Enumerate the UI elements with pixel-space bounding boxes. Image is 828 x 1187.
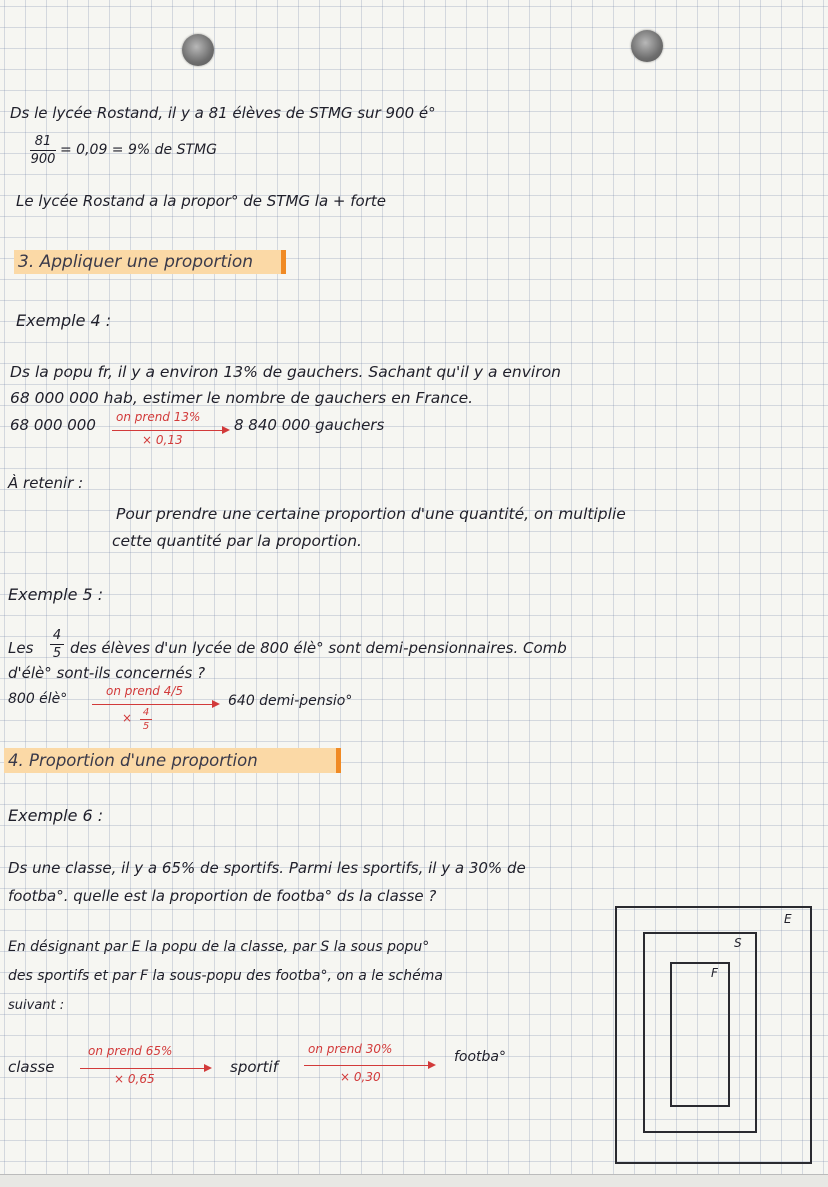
exemple-5-arrow-fraction: 4 5: [140, 707, 152, 732]
punch-hole-right: [631, 30, 663, 62]
flow-node-sportif: sportif: [230, 1058, 279, 1076]
a-retenir-label: À retenir :: [8, 474, 84, 492]
exemple-6-text-3: En désignant par E la popu de la classe, par S la sous popu°: [8, 939, 430, 955]
exemple-5-label: Exemple 5 :: [8, 585, 104, 604]
exemple-4-arrow: [112, 430, 228, 431]
exemple-6-text-2: footba°. quelle est la proportion de footba° ds la classe ?: [8, 887, 437, 905]
a-retenir-text-1: Pour prendre une certaine proportion d'une quantité, on multiplie: [116, 505, 626, 523]
flow-arrow-1-bottom: × 0,65: [114, 1072, 155, 1086]
heading-4: 4. Proportion d'une proportion: [8, 751, 258, 770]
intro-calc: = 0,09 = 9% de STMG: [60, 142, 217, 158]
exemple-5-arrow-top: on prend 4/5: [106, 684, 184, 698]
flow-arrow-2-top: on prend 30%: [308, 1042, 393, 1056]
exemple-4-result: 8 840 000 gauchers: [234, 416, 385, 434]
heading-4-highlight-bar: [336, 748, 341, 773]
heading-3-highlight-bar: [281, 250, 286, 274]
exemple-5-text-1-pre: Les: [8, 639, 34, 657]
exemple-5-text-2: d'élè° sont-ils concernés ?: [8, 664, 206, 682]
diagram-box-F: [670, 962, 730, 1107]
flow-arrow-2-bottom: × 0,30: [340, 1070, 381, 1084]
exemple-4-text-2: 68 000 000 hab, estimer le nombre de gauchers en France.: [10, 389, 474, 407]
exemple-5-text-1-post: des élèves d'un lycée de 800 élè° sont demi-pensionnaires. Comb: [70, 639, 567, 657]
exemple-4-arrow-bottom: × 0,13: [142, 433, 183, 447]
exemple-5-arrow-times: ×: [122, 711, 133, 725]
exemple-4-label: Exemple 4 :: [16, 311, 112, 330]
exemple-6-text-1: Ds une classe, il y a 65% de sportifs. Parmi les sportifs, il y a 30% de: [8, 859, 526, 877]
exemple-6-text-4: des sportifs et par F la sous-popu des footba°, on a le schéma: [8, 968, 443, 984]
flow-node-classe: classe: [8, 1058, 55, 1076]
exemple-6-text-5: suivant :: [8, 998, 65, 1013]
exemple-4-arrow-top: on prend 13%: [116, 410, 201, 424]
exemple-5-fraction: 4 5: [50, 628, 64, 661]
page-bottom-edge: [0, 1174, 828, 1187]
diagram-label-S: S: [734, 936, 742, 950]
intro-line: Ds le lycée Rostand, il y a 81 élèves de STMG sur 900 é°: [10, 104, 436, 122]
exemple-5-start: 800 élè°: [8, 691, 68, 707]
flow-arrow-1: [80, 1068, 210, 1069]
intro-fraction: 81 900: [30, 134, 56, 167]
heading-3: 3. Appliquer une proportion: [18, 252, 254, 272]
flow-arrow-2: [304, 1065, 434, 1066]
exemple-6-label: Exemple 6 :: [8, 806, 104, 825]
flow-node-footba: footba°: [454, 1049, 507, 1065]
exemple-5-arrow: [92, 704, 218, 705]
exemple-4-text-1: Ds la popu fr, il y a environ 13% de gauchers. Sachant qu'il y a environ: [10, 363, 561, 381]
intro-conclusion: Le lycée Rostand a la propor° de STMG la + forte: [16, 192, 386, 210]
exemple-4-start: 68 000 000: [10, 416, 96, 434]
diagram-label-E: E: [784, 912, 792, 926]
a-retenir-text-2: cette quantité par la proportion.: [112, 532, 362, 550]
diagram-label-F: F: [711, 966, 718, 980]
flow-arrow-1-top: on prend 65%: [88, 1044, 173, 1058]
exemple-5-result: 640 demi-pensio°: [228, 693, 353, 709]
punch-hole-left: [182, 34, 214, 66]
